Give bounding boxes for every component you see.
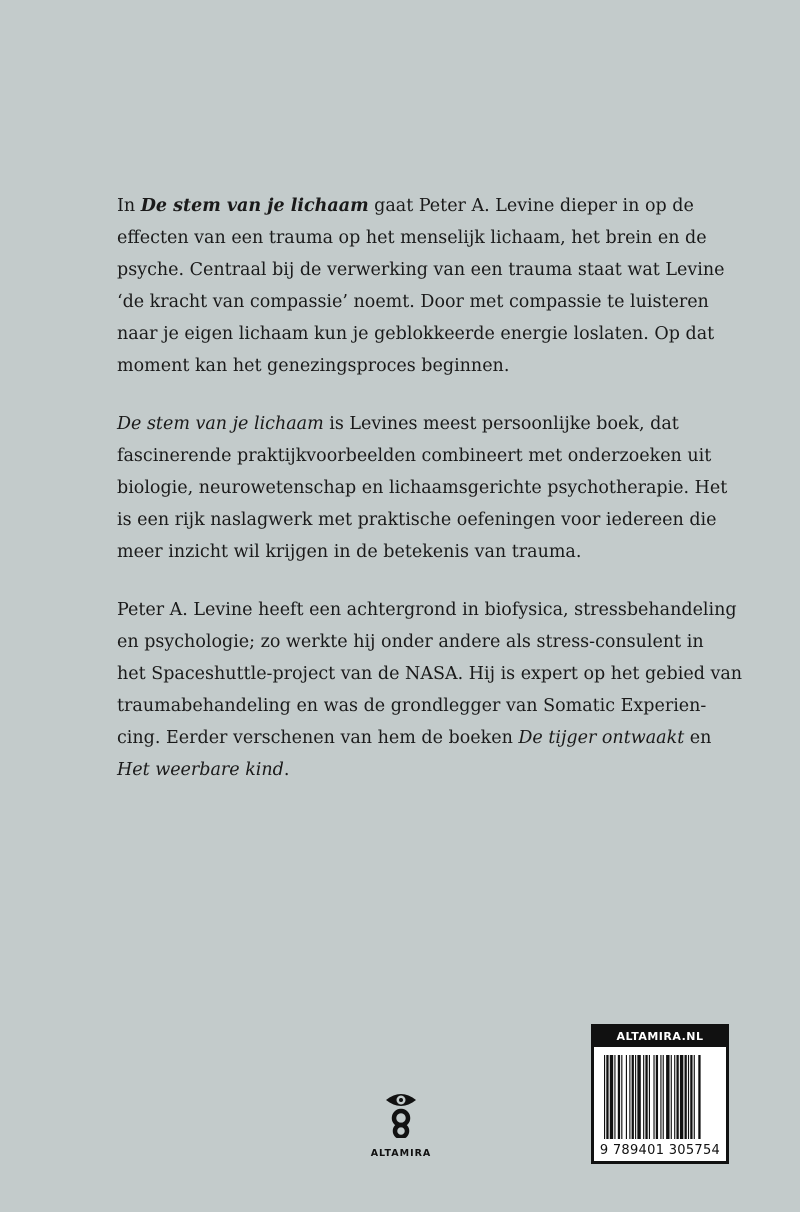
barcode-bar — [656, 1055, 658, 1139]
isbn-barcode — [591, 1024, 729, 1164]
barcode-bar — [649, 1055, 650, 1139]
barcode-bar — [653, 1055, 654, 1139]
book-title: De stem van je lichaam — [140, 196, 369, 216]
barcode-bar — [621, 1055, 622, 1139]
barcode-bar — [690, 1055, 692, 1139]
barcode-bar — [645, 1055, 647, 1139]
barcode-bar — [604, 1055, 605, 1139]
barcode-bar — [614, 1055, 615, 1139]
isbn-number: 9 789401 305754 — [599, 1143, 721, 1158]
barcode-bar — [637, 1055, 640, 1139]
barcode-bar — [610, 1055, 613, 1139]
barcode-bar — [685, 1055, 687, 1139]
barcode-bar — [635, 1055, 636, 1139]
blurb-paragraph-1: In De stem van je lichaam gaat Peter A. Levine dieper in op de effecten van een trauma op het menselijk lichaam, het brein en de psyche. Centraal bij de verwerking van een trauma staat wat Levine ‘de kracht van compassie’ noemt. Door met compassie te luisteren naar je eigen lichaam kun je geblokkeerde energie loslaten. Op dat moment kan het genezingsproces beginnen. — [117, 196, 725, 376]
publisher-name: ALTAMIRA — [370, 1148, 432, 1159]
other-book-title: De tijger ontwaakt — [518, 728, 685, 748]
barcode-bar — [666, 1055, 669, 1139]
barcode-bar — [643, 1055, 644, 1139]
barcode-bar — [676, 1055, 678, 1139]
altamira-eye-icon — [384, 1088, 418, 1138]
barcode-bar — [694, 1055, 695, 1139]
publisher-logo — [367, 1088, 435, 1159]
barcode-bar — [671, 1055, 672, 1139]
barcode-bar — [663, 1055, 664, 1139]
back-cover-blurb — [117, 190, 743, 812]
blurb-paragraph-2: De stem van je lichaam is Levines meest persoonlijke boek, dat fascinerende praktijkvoorbeelden combineert met onderzoeken uit biologie, neurowetenschap en lichaamsgerichte psychotherapie. Het is een rijk naslagwerk met praktische oefeningen voor iedereen die meer inzicht wil krijgen in de betekenis van trauma. — [117, 414, 728, 562]
barcode-bar — [680, 1055, 683, 1139]
other-book-title: Het weerbare kind — [117, 760, 284, 780]
author-bio: Peter A. Levine heeft een achtergrond in biofysica, stressbehandeling en psychologie; zo werkte hij onder andere als stress-consulent in het Spaceshuttle-project van de NASA. Hij is expert op het gebied van traumabehandeling en was de grondlegger van Somatic Experien- cing. Eerder verschenen van hem de boeken De tijger ontwaakt en Het weerbare kind. — [117, 600, 743, 780]
book-title: De stem van je lichaam — [117, 414, 324, 434]
publisher-url: ALTAMIRA.NL — [594, 1027, 726, 1047]
barcode-bar — [632, 1055, 634, 1139]
barcode-bar — [629, 1055, 630, 1139]
barcode-bar — [698, 1055, 700, 1139]
barcode-bar — [606, 1055, 608, 1139]
barcode-bar — [618, 1055, 620, 1139]
barcode-bar — [688, 1055, 689, 1139]
barcode-bar — [660, 1055, 661, 1139]
barcode-bar — [674, 1055, 675, 1139]
barcode-bar — [626, 1055, 627, 1139]
barcode-bars — [604, 1055, 716, 1141]
